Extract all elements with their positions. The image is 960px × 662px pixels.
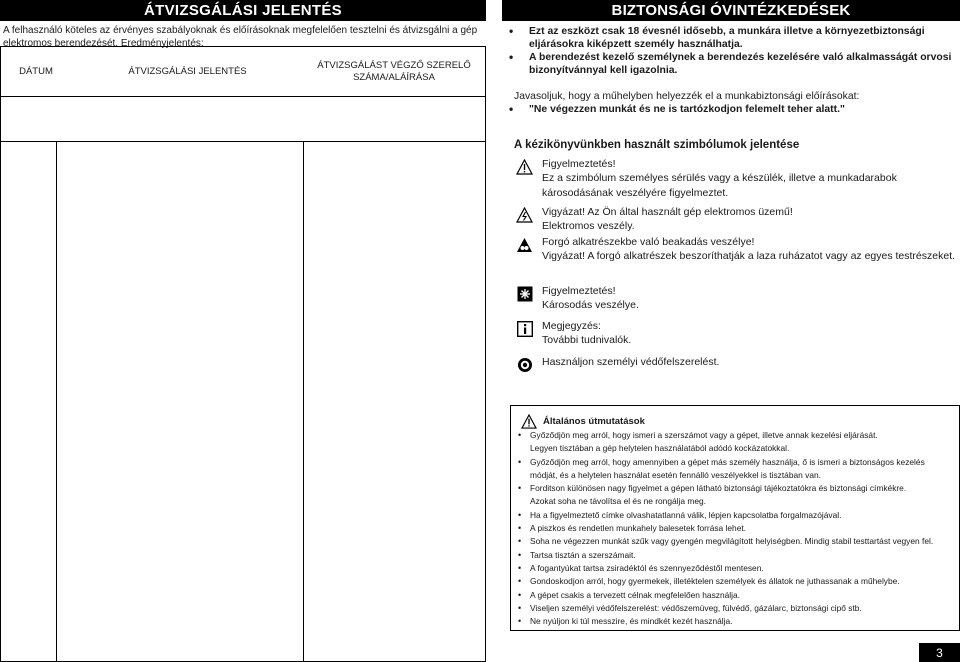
safety-quote: • "Ne végezzen munkát és ne is tartózkodjon felemelt teher alatt." (500, 103, 960, 116)
inspection-report-title: ÁTVIZSGÁLÁSI JELENTÉS (0, 0, 486, 21)
symbol-line2: Elektromos veszély. (542, 220, 635, 233)
general-instructions-title (521, 414, 645, 429)
inspection-table-header (1, 47, 485, 97)
safety-note: Javasoljuk, hogy a műhelyben helyezzék el a munkabiztonsági előírásokat: (514, 91, 860, 102)
safety-quote-wrap (500, 103, 960, 116)
warning-triangle-icon (516, 158, 533, 175)
date-column-cell[interactable] (1, 142, 57, 661)
list-item-continuation: Azokat soha ne távolítsa el és ne rongálja meg. (530, 496, 706, 507)
symbols-list (516, 157, 956, 373)
list-item: • Tartsa tisztán a szerszámait. (517, 549, 957, 562)
list-item-continuation: Legyen tisztában a gép helytelen használatából adódó kockázatokkal. (530, 443, 790, 454)
symbol-line1: Figyelmeztetés! (542, 158, 616, 170)
safety-title: BIZTONSÁGI ÓVINTÉZKEDÉSEK (502, 0, 960, 21)
symbols-title: A kézikönyvünkben használt szimbólumok jelentése (514, 139, 800, 151)
list-item: • Soha ne végezzen munkát szűk vagy gyengén megvilágított helyiségben. Mindig stabil testtartást vegyen fel. (517, 535, 957, 548)
technician-column-cell[interactable] (304, 142, 485, 661)
symbol-line2: Vigyázat! A forgó alkatrészek beszoríthatják a laza ruházatot vagy az egyes testrészeket. (542, 250, 956, 263)
symbol-line1: Megjegyzés: (542, 320, 601, 332)
list-item: • A gépet csakis a tervezett célnak megfelelően használja. (517, 589, 957, 602)
symbol-row (516, 284, 956, 319)
rotating-parts-icon (516, 236, 533, 253)
inspection-table-body (1, 141, 485, 661)
inspection-table (0, 46, 486, 662)
damage-icon (516, 285, 533, 302)
list-item-continuation: módját, és a helytelen használat esetén fennálló veszélyekkel is tisztában van. (530, 469, 821, 480)
list-item: • Győződjön meg arról, hogy ismeri a szerszámot vagy a gépet, illetve annak kezelési eljárását. (517, 429, 957, 442)
symbol-line1: Vigyázat! Az Ön által használt gép elektromos üzemű! (542, 206, 793, 218)
symbol-line2: Károsodás veszélye. (542, 299, 639, 312)
list-item: • Forditson különösen nagy figyelmet a gépen látható biztonsági tájékoztatókra és biztonsági címkékre. (517, 482, 957, 495)
general-instructions-label: Általános útmutatások (543, 416, 645, 427)
report-column-cell[interactable] (57, 142, 304, 661)
symbol-line2: További tudnivalók. (542, 334, 632, 347)
symbol-row (516, 205, 956, 235)
page-number: 3 (919, 643, 960, 662)
symbol-line1: Figyelmeztetés! (542, 285, 616, 297)
inspection-intro-text: A felhasználó köteles az érvényes szabályoknak és előírásoknak megfelelően tesztelni és átvizsgálni a gép elektromos berendezését. Eredményjelentés: (3, 25, 478, 49)
header-technician: ÁTVIZSGÁLÁST VÉGZŐ SZERELŐ SZÁMA/ALÁÍRÁSA (317, 59, 471, 83)
header-report: ÁTVIZSGÁLÁSI JELENTÉS (128, 65, 247, 77)
safety-bullet: • Ezt az eszközt csak 18 évesnél idősebb, a munkára illetve a környezetbiztonsági eljárásokra kiképzett személy használhatja. (500, 25, 960, 51)
info-icon (516, 320, 533, 337)
list-item: • Ha a figyelmeztető címke olvashatatlanná válik, lépjen kapcsolatba forgalmazójával. (517, 509, 957, 522)
list-item: • Viseljen személyi védőfelszerelést: védőszemüveg, fülvédő, gázálarc, biztonsági cipő stb. (517, 602, 957, 615)
list-item: • Győződjön meg arról, hogy amennyiben a gépet más személy használja, ő is ismeri a biztonságos kezelés (517, 456, 957, 469)
protective-equipment-icon (516, 356, 533, 373)
list-item: • A piszkos és rendetlen munkahely balesetek forrása lehet. (517, 522, 957, 535)
list-item: • Ne nyúljon ki túl messzire, és mindkét kezét használja. (517, 615, 957, 628)
safety-bullets (500, 25, 960, 77)
safety-precautions-page (500, 0, 960, 662)
general-instructions-box (510, 405, 960, 631)
symbol-row (516, 157, 956, 205)
list-item: • Gondoskodjon arról, hogy gyermekek, illetéktelen személyek és állatok ne juthassanak a műhelybe. (517, 575, 957, 588)
general-instructions-list (517, 429, 957, 628)
symbol-row (516, 235, 956, 284)
symbol-line1: Forgó alkatrészekbe való beakadás veszélye! (542, 236, 755, 248)
symbol-row (516, 319, 956, 355)
symbol-line1: Használjon személyi védőfelszerelést. (542, 356, 720, 368)
symbol-line2: Ez a szimbólum személyes sérülés vagy a készülék, illetve a munkadarabok károsodásának veszélyére figyelmeztet. (542, 172, 897, 199)
safety-bullet: • A berendezést kezelő személynek a berendezés kezelésére való alkalmasságát orvosi bizonyítvánnyal kell igazolnia. (500, 51, 960, 77)
warning-triangle-icon (521, 414, 537, 429)
symbol-row (516, 355, 956, 373)
header-date: DÁTUM (19, 65, 53, 77)
electric-warning-icon (516, 206, 533, 223)
list-item: • A fogantyúkat tartsa zsiradéktól és szennyeződéstől mentesen. (517, 562, 957, 575)
